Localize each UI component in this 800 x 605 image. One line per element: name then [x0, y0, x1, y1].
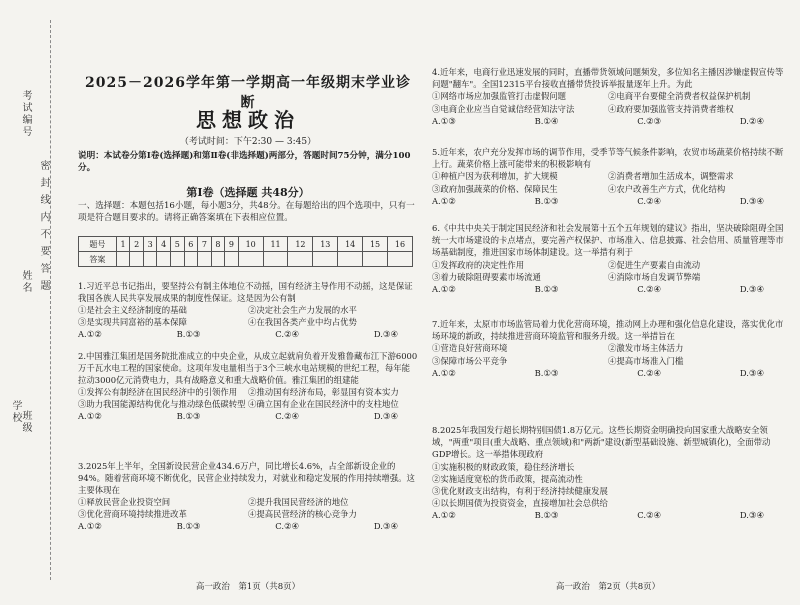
choice-a: A.①② — [432, 510, 456, 521]
option: ③是实现共同富裕的基本保障 — [78, 317, 187, 327]
school-label: 学校 — [10, 400, 21, 424]
answer-cell[interactable] — [171, 252, 185, 267]
answer-cell[interactable] — [263, 252, 288, 267]
answer-cell[interactable] — [116, 252, 130, 267]
question-1 — [78, 280, 418, 340]
answer-table-num: 13 — [313, 237, 338, 252]
answer-cell[interactable] — [288, 252, 313, 267]
footer-right: 高一政治 第2页（共8页） — [555, 582, 661, 592]
answer-table-num: 3 — [143, 237, 157, 252]
choice-a: A.①② — [432, 284, 456, 295]
choice-c: C.②④ — [637, 367, 662, 378]
choice-a: A.①② — [78, 521, 102, 531]
option: ③保障市场公平竞争 — [432, 355, 508, 366]
choice-a: A.①③ — [432, 115, 456, 126]
answer-cell[interactable] — [238, 252, 263, 267]
exam-time: （考试时间：下午2:30 — 3:45） — [179, 137, 317, 147]
answer-table-num: 11 — [263, 237, 288, 252]
choice-b: B.①③ — [534, 510, 559, 521]
question-8 — [432, 424, 784, 522]
choice-a: A.①② — [432, 367, 456, 378]
choice-c: C.②④ — [275, 521, 300, 531]
question-options — [432, 90, 784, 114]
answer-choices — [432, 509, 784, 521]
question-options — [432, 342, 784, 366]
answer-table-row1-label: 题号 — [79, 237, 117, 252]
option: ②决定社会生产力发展的水平 — [248, 305, 357, 315]
question-stem: 8.2025年我国发行超长期特别国债1.8万亿元。这些长期资金明确投向国家重大战略安全领域，"两重"项目(重大战略、重点领域)和"两新"建设(新型基础设施、新型城镇化)，全面带动GDP增长。这一举措体现政府 — [432, 425, 771, 460]
answer-table-num: 7 — [198, 237, 212, 252]
option: ③政府加强蔬菜的价格、保障民生 — [432, 183, 558, 194]
question-options — [432, 461, 784, 510]
option: ②促进生产要素自由流动 — [608, 259, 701, 270]
option: ④确立国有企业在国民经济中的支柱地位 — [248, 399, 399, 409]
question-stem: 1.习近平总书记指出，要坚持公有制主体地位不动摇，国有经济主导作用不动摇，这是保证我国各族人民共享发展成果的制度性保证。这是因为公有制 — [78, 281, 413, 303]
choice-b: B.①③ — [176, 521, 201, 531]
seal-line-text: 密 封 线 内 不 要 答 题 — [38, 160, 49, 293]
answer-cell[interactable] — [387, 252, 412, 267]
choice-c: C.②④ — [275, 411, 300, 421]
option: ①营造良好营商环境 — [432, 343, 508, 354]
seal-dashed-line — [50, 20, 51, 580]
option: ④政府要加强监管支持消费者维权 — [608, 103, 734, 114]
choice-b: B.①③ — [176, 329, 201, 339]
option: ④提高市场准入门槛 — [608, 355, 684, 366]
binding-margin — [4, 20, 62, 580]
option: ②消费者增加生活成本，调整需求 — [608, 171, 734, 182]
answer-table-num: 5 — [171, 237, 185, 252]
answer-choices — [432, 367, 784, 379]
option: ①网络市场应加强监管打击虚假问题 — [432, 91, 566, 102]
answer-table-num: 14 — [338, 237, 363, 252]
answer-table-num: 6 — [184, 237, 198, 252]
option: ②提升我国民营经济的地位 — [248, 497, 349, 507]
question-3 — [78, 460, 418, 532]
answer-cell[interactable] — [313, 252, 338, 267]
answer-cell[interactable] — [338, 252, 363, 267]
choice-c: C.②④ — [637, 284, 662, 295]
answer-table-num: 2 — [130, 237, 144, 252]
section1-title: 第Ⅰ卷（选择题 共48分） — [186, 186, 310, 199]
answer-choices — [432, 283, 784, 295]
question-stem: 3.2025年上半年，全国新设民营企业434.6万户，同比增长4.6%，占全部新设企业的94%。随着营商环境不断优化，民营企业持续发力，对就业和稳定发展的作用持续增强。这主要体现在 — [78, 461, 415, 495]
option: ②推动国有经济布局，彰显国有资本实力 — [248, 387, 399, 397]
answer-table-answer-row — [79, 252, 413, 267]
choice-d: D.③④ — [739, 195, 764, 206]
answer-table-num: 16 — [387, 237, 412, 252]
option: ④以长期国债为投资资金，直接增加社会总供给 — [432, 498, 608, 509]
question-7 — [432, 318, 784, 379]
answer-table-num: 9 — [225, 237, 239, 252]
option: ①发挥公有制经济在国民经济中的引领作用 — [78, 387, 238, 397]
question-stem: 5.近年来，农户充分发挥市场的调节作用，受季节等气候条件影响，农贸市场蔬菜价格持续不断上行。蔬菜价格上涨可能带来的积极影响有 — [432, 147, 784, 170]
choice-a: A.①② — [432, 195, 456, 206]
answer-table-row2-label: 答案 — [79, 252, 117, 267]
option: ④在我国各类产业中均占优势 — [248, 317, 357, 327]
option: ②激发市场主体活力 — [608, 343, 684, 354]
section1-intro: 一、选择题：本题包括16小题，每小题3分，共48分。在每题给出的四个选项中，只有一项是符合题目要求的。请将正确答案填在下表相应位置。 — [78, 201, 415, 223]
option: ①种植户因为获利增加，扩大规模 — [432, 171, 558, 182]
answer-table-num: 12 — [288, 237, 313, 252]
choice-d: D.③④ — [739, 367, 764, 378]
exam-note: 说明：本试卷分第Ⅰ卷(选择题)和第Ⅱ卷(非选择题)两部分，答题时间75分钟，满分100分。 — [78, 151, 411, 173]
answer-table-number-row — [79, 237, 413, 252]
answer-cell[interactable] — [143, 252, 157, 267]
question-options — [78, 304, 418, 328]
choice-b: B.①④ — [534, 115, 559, 126]
option: ④消除市场自发调节弊端 — [608, 271, 701, 282]
option: ③优化财政支出结构，有利于经济持续健康发展 — [432, 486, 608, 497]
question-options — [432, 170, 784, 194]
choice-c: C.②④ — [637, 510, 662, 521]
choice-d: D.③④ — [739, 284, 764, 295]
option: ①实施积极的财政政策，稳住经济增长 — [432, 461, 575, 472]
option: ③助力我国能源结构优化与推动绿色低碳转型 — [78, 399, 246, 409]
option: ②实施适度宽松的货币政策，提高流动性 — [432, 473, 583, 484]
answer-cell[interactable] — [363, 252, 388, 267]
option: ③优化营商环境持续推进改革 — [78, 509, 187, 519]
option: ②电商平台要健全消费者权益保护机制 — [608, 91, 751, 102]
answer-table-num: 15 — [363, 237, 388, 252]
choice-c: C.②③ — [637, 115, 662, 126]
class-label: 班级 — [20, 410, 31, 434]
choice-d: D.③④ — [373, 329, 398, 339]
footer-left: 高一政治 第1页（共8页） — [195, 582, 301, 592]
choice-a: A.①② — [78, 329, 102, 339]
question-stem: 2.中国雅江集团是国务院批准成立的中央企业，从成立起就肩负着开发雅鲁藏布江下游6000万千瓦水电工程的国家使命。这项年发电量相当于3个三峡水电站规模的世纪工程，每年能拉动3000亿元消费电力，具有战略意义和重大战略价值。雅江集团的组建能 — [78, 351, 418, 385]
name-label: 姓名 — [20, 270, 31, 294]
answer-cell[interactable] — [198, 252, 212, 267]
answer-cell[interactable] — [157, 252, 171, 267]
answer-table-num: 10 — [238, 237, 263, 252]
option: ①释放民营企业投资空间 — [78, 497, 171, 507]
option: ③着力破除阻碍要素市场流通 — [432, 271, 541, 282]
answer-choices — [78, 328, 418, 340]
question-5 — [432, 146, 784, 207]
subject-title: 思想政治 — [196, 108, 300, 132]
answer-table-num: 8 — [211, 237, 225, 252]
answer-choices — [432, 115, 784, 127]
question-2 — [78, 350, 418, 422]
answer-table-num: 1 — [116, 237, 130, 252]
exam-title: 2025－2026学年第一学期高一年级期末学业诊断 — [85, 75, 411, 111]
answer-choices — [78, 410, 418, 422]
answer-table-num: 4 — [157, 237, 171, 252]
option: ③电商企业应当自觉诚信经营知法守法 — [432, 103, 575, 114]
answer-choices — [78, 520, 418, 532]
question-4 — [432, 66, 784, 127]
right-column — [432, 0, 784, 605]
answer-cell[interactable] — [225, 252, 239, 267]
choice-d: D.③④ — [373, 411, 398, 421]
question-6 — [432, 222, 784, 295]
question-options — [78, 386, 418, 410]
option: ④农户改善生产方式，优化结构 — [608, 183, 726, 194]
option: ①是社会主义经济制度的基础 — [78, 305, 187, 315]
question-stem: 6.《中共中央关于制定国民经济和社会发展第十五个五年规划的建议》指出，坚决破除阻碍全国统一大市场建设的卡点堵点，要完善产权保护、市场准入、信息披露、社会信用、质量管理等市场基础制度，推进国家市场体制建设。这一举措有利于 — [432, 223, 784, 258]
exam-no-label: 考试编号 — [20, 90, 31, 138]
choice-a: A.①② — [78, 411, 102, 421]
choice-b: B.①③ — [534, 367, 559, 378]
answer-choices — [432, 195, 784, 207]
choice-b: B.①③ — [176, 411, 201, 421]
choice-b: B.①③ — [534, 284, 559, 295]
question-stem: 4.近年来，电商行业迅速发展的同时，直播带货领域问题频发，多位知名主播因涉嫌虚假宣传等问题"翻车"。全国12315平台接收直播带货投诉举报量逐年上升。为此 — [432, 67, 784, 90]
left-column — [78, 0, 418, 605]
option: ①发挥政府的决定性作用 — [432, 259, 525, 270]
choice-b: B.①③ — [534, 195, 559, 206]
question-options — [432, 259, 784, 283]
choice-d: D.③④ — [373, 521, 398, 531]
choice-d: D.③④ — [739, 510, 764, 521]
question-stem: 7.近年来，太原市市场监管局着力优化营商环境，推动网上办理和强化信息化建设，落实优化市场环境的新政，持续推进营商环境监管和服务升级。这一举措旨在 — [432, 319, 784, 342]
answer-cell[interactable] — [211, 252, 225, 267]
choice-d: D.②④ — [739, 115, 764, 126]
answer-table — [78, 236, 413, 267]
option: ④提高民营经济的核心竞争力 — [248, 509, 357, 519]
choice-c: C.②④ — [275, 329, 300, 339]
question-options — [78, 496, 418, 520]
answer-cell[interactable] — [130, 252, 144, 267]
choice-c: C.②④ — [637, 195, 662, 206]
answer-cell[interactable] — [184, 252, 198, 267]
